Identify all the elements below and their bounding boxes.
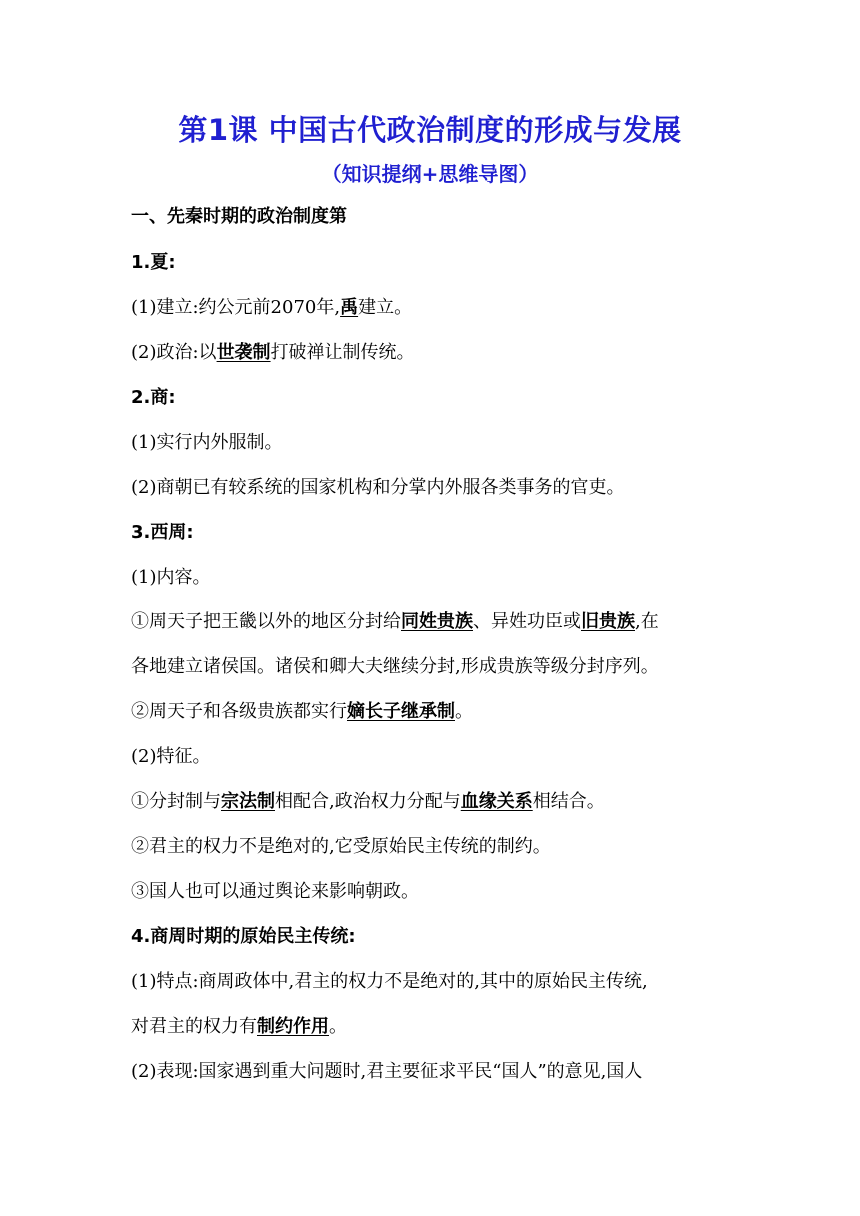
page-title: 第1课 中国古代政治制度的形成与发展	[178, 113, 682, 147]
keyword: 同姓贵族	[401, 611, 473, 632]
zhou-content-2: ②周天子和各级贵族都实行嫡长子继承制。	[131, 701, 473, 722]
democracy-trait-cont: 对君主的权力有制约作用。	[131, 1016, 347, 1037]
xia-line-2: (2)政治:以世袭制打破禅让制传统。	[131, 342, 415, 363]
democracy-trait: (1)特点:商周政体中,君主的权力不是绝对的,其中的原始民主传统,	[131, 971, 648, 992]
keyword: 宗法制	[221, 791, 275, 812]
zhou-feature-2: ②君主的权力不是绝对的,它受原始民主传统的制约。	[131, 836, 551, 857]
zhou-feature-1: ①分封制与宗法制相配合,政治权力分配与血缘关系相结合。	[131, 791, 605, 812]
keyword: 制约作用	[257, 1016, 329, 1037]
keyword: 禹	[340, 297, 359, 318]
section-heading: 一、先秦时期的政治制度第	[131, 206, 347, 227]
zhou-heading: 3.西周:	[131, 522, 194, 543]
keyword: 血缘关系	[460, 791, 533, 812]
page-subtitle: （知识提纲+思维导图）	[321, 162, 539, 186]
shang-line-2: (2)商朝已有较系统的国家机构和分掌内外服各类事务的官吏。	[131, 477, 625, 498]
zhou-content-1: ①周天子把王畿以外的地区分封给同姓贵族、异姓功臣或旧贵族,在	[131, 611, 659, 632]
xia-line-1: (1)建立:约公元前2070年,禹建立。	[131, 297, 413, 318]
democracy-manifestation: (2)表现:国家遇到重大问题时,君主要征求平民“国人”的意见,国人	[131, 1061, 643, 1082]
zhou-feature-3: ③国人也可以通过舆论来影响朝政。	[131, 881, 419, 902]
zhou-content-1-cont: 各地建立诸侯国。诸侯和卿大夫继续分封,形成贵族等级分封序列。	[131, 656, 659, 677]
xia-heading: 1.夏:	[131, 252, 176, 273]
shang-line-1: (1)实行内外服制。	[131, 432, 283, 453]
zhou-feature-heading: (2)特征。	[131, 746, 211, 767]
keyword: 嫡长子继承制	[347, 701, 455, 722]
keyword: 旧贵族	[581, 611, 635, 632]
zhou-content-heading: (1)内容。	[131, 567, 211, 588]
keyword: 世袭制	[216, 342, 271, 363]
democracy-heading: 4.商周时期的原始民主传统:	[131, 926, 356, 947]
shang-heading: 2.商:	[131, 387, 176, 408]
